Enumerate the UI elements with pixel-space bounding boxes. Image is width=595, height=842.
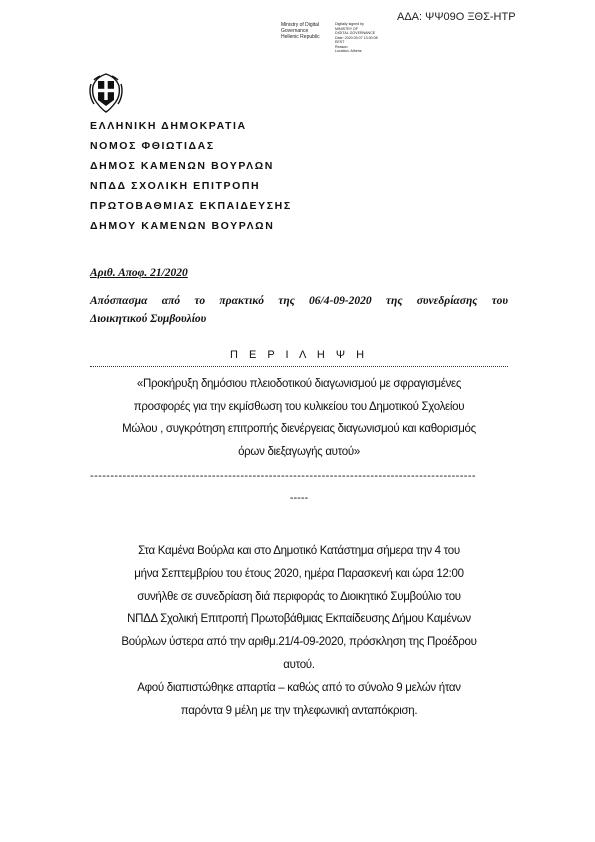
signature-detail-line: Reason: xyxy=(335,44,349,49)
signature-details xyxy=(335,22,411,54)
summary-line: όρων διεξαγωγής αυτού» xyxy=(238,445,360,458)
excerpt-line: Διοικητικού Συμβουλίου xyxy=(90,313,207,325)
body-text xyxy=(90,540,508,722)
summary-line: προσφορές για την εκμίσθωση του κυλικείου του Δημοτικού Σχολείου xyxy=(133,400,465,413)
body-line: παρόντα 9 μέλη με την τηλεφωνική ανταπόκριση. xyxy=(180,704,418,717)
header-line: ΕΛΛΗΝΙΚΗ ΔΗΜΟΚΡΑΤΙΑ xyxy=(90,120,247,132)
signature-detail-line: Location: Athens xyxy=(335,49,362,53)
signature-ministry-line: Hellenic Republic xyxy=(281,34,320,40)
greek-coat-of-arms-icon xyxy=(87,70,125,114)
dotted-divider xyxy=(90,366,508,367)
signature-detail-line: MINISTRY OF xyxy=(335,26,359,31)
header-line: ΝΠΔΔ ΣΧΟΛΙΚΗ ΕΠΙΤΡΟΠΗ xyxy=(90,180,261,192)
decision-number: Αριθ. Αποφ. 21/2020 xyxy=(90,267,188,279)
body-line: Βούρλων ύστερα από την αριθμ.21/4-09-2020, πρόσκληση της Προέδρου xyxy=(121,636,477,649)
signature-detail-line: EEST xyxy=(335,40,345,44)
dashed-separator-tail: ----- xyxy=(289,492,309,504)
header-line: ΠΡΩΤΟΒΑΘΜΙΑΣ ΕΚΠΑΙΔΕΥΣΗΣ xyxy=(90,200,292,212)
body-line: αυτού. xyxy=(283,658,315,671)
summary-heading: Π Ε Ρ Ι Λ Η Ψ Η xyxy=(229,349,369,361)
body-line: συνήλθε σε συνεδρίαση διά περιφοράς το Διοικητικό Συμβούλιο του xyxy=(137,590,461,603)
body-line: μήνα Σεπτεμβρίου του έτους 2020, ημέρα Παρασκενή και ώρα 12:00 xyxy=(134,567,464,580)
signature-detail-line: Date: 2020.09.07 13:30:08 xyxy=(335,35,378,40)
excerpt-line: Απόσπασμα από το πρακτικό της 06/4-09-2020 της συνεδρίασης του xyxy=(90,295,508,307)
body-line: Στα Καμένα Βούρλα και στο Δημοτικό Κατάστημα σήμερα την 4 του xyxy=(138,545,460,557)
signature-detail-line: DIGITAL GOVERNANCE xyxy=(335,31,376,35)
header-line: ΔΗΜΟΣ ΚΑΜΕΝΩΝ ΒΟΥΡΛΩΝ xyxy=(90,160,274,172)
signature-ministry xyxy=(281,22,333,40)
digital-signature-box xyxy=(281,22,411,58)
body-line: Αφού διαπιστώθηκε απαρτία – καθώς από το σύνολο 9 μελών ήταν xyxy=(137,681,461,694)
dashed-separator: ----------------------------------------------------------------------------------------------- xyxy=(90,470,476,482)
summary-line: «Προκήρυξη δημόσιου πλειοδοτικού διαγωνισμού με σφραγισμένες xyxy=(136,378,462,390)
header-line: ΝΟΜΟΣ ΦΘΙΩΤΙΔΑΣ xyxy=(90,140,215,152)
summary-line: Μώλου , συγκρότηση επιτροπής διενέργειας διαγωνισμού και καθορισμός xyxy=(122,423,476,435)
signature-ministry-line: Governance xyxy=(281,28,309,34)
body-line: ΝΠΔΔ Σχολική Επιτροπή Πρωτοβάθμιας Εκπαίδευσης Δήμου Καμένων xyxy=(127,613,471,626)
header-line: ΔΗΜΟΥ ΚΑΜΕΝΩΝ ΒΟΥΡΛΩΝ xyxy=(90,220,275,232)
summary-text xyxy=(90,373,508,463)
signature-detail-line: Digitally signed by xyxy=(335,22,364,26)
signature-ministry-line: Ministry of Digital xyxy=(281,22,320,28)
ada-code: ΑΔΑ: ΨΨ09Ο ΞΘΣ-ΗΤΡ xyxy=(397,11,516,23)
